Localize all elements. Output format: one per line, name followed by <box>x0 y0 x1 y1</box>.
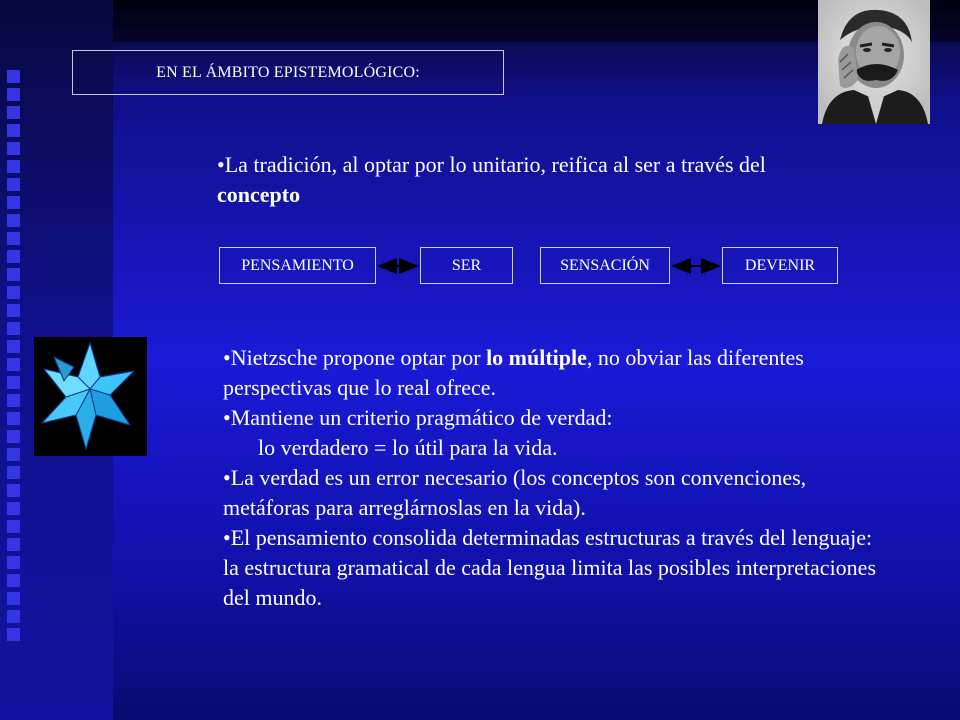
bullet-nietzsche-pre: •Nietzsche propone optar por <box>223 345 487 370</box>
nietzsche-portrait-icon <box>818 0 930 124</box>
box-ser-label: SER <box>451 256 482 274</box>
bullet-tradicion <box>217 150 817 210</box>
box-sensacion <box>540 247 670 284</box>
star-image <box>34 337 147 456</box>
box-pensamiento <box>219 247 376 284</box>
bullet-nietzsche <box>223 343 883 403</box>
slide-title <box>72 50 504 95</box>
bullet-nietzsche-post: , no obviar las diferentes perspectivas que lo real ofrece. <box>223 345 804 400</box>
bullet-tradicion-bold: concepto <box>217 182 301 207</box>
bullet-criterio: •Mantiene un criterio pragmático de verdad: <box>223 405 613 430</box>
bullet-list <box>223 343 883 613</box>
box-devenir-label: DEVENIR <box>744 256 816 274</box>
bullet-tradicion-text: •La tradición, al optar por lo unitario, reifica al ser a través del <box>217 152 766 177</box>
top-band <box>0 0 960 42</box>
bullet-verdad-error: •La verdad es un error necesario (los conceptos son convenciones, metáforas para arreglárnoslas en la vida). <box>223 465 807 520</box>
box-sensacion-label: SENSACIÓN <box>560 256 650 274</box>
stellated-dodecahedron-icon <box>34 337 147 456</box>
bullet-verdadero: lo verdadero = lo útil para la vida. <box>258 435 558 460</box>
decorative-squares <box>7 70 25 646</box>
box-ser <box>420 247 513 284</box>
box-pensamiento-label: PENSAMIENTO <box>241 256 354 274</box>
slide-title-text: EN EL ÁMBITO EPISTEMOLÓGICO: <box>156 63 420 81</box>
box-devenir <box>722 247 838 284</box>
bullet-pensamiento-lenguaje: •El pensamiento consolida determinadas estructuras a través del lenguaje: la estructura gramatical de cada lengua limita las posibles interpretaciones del mundo. <box>223 525 877 610</box>
bullet-nietzsche-bold: lo múltiple <box>486 345 587 370</box>
